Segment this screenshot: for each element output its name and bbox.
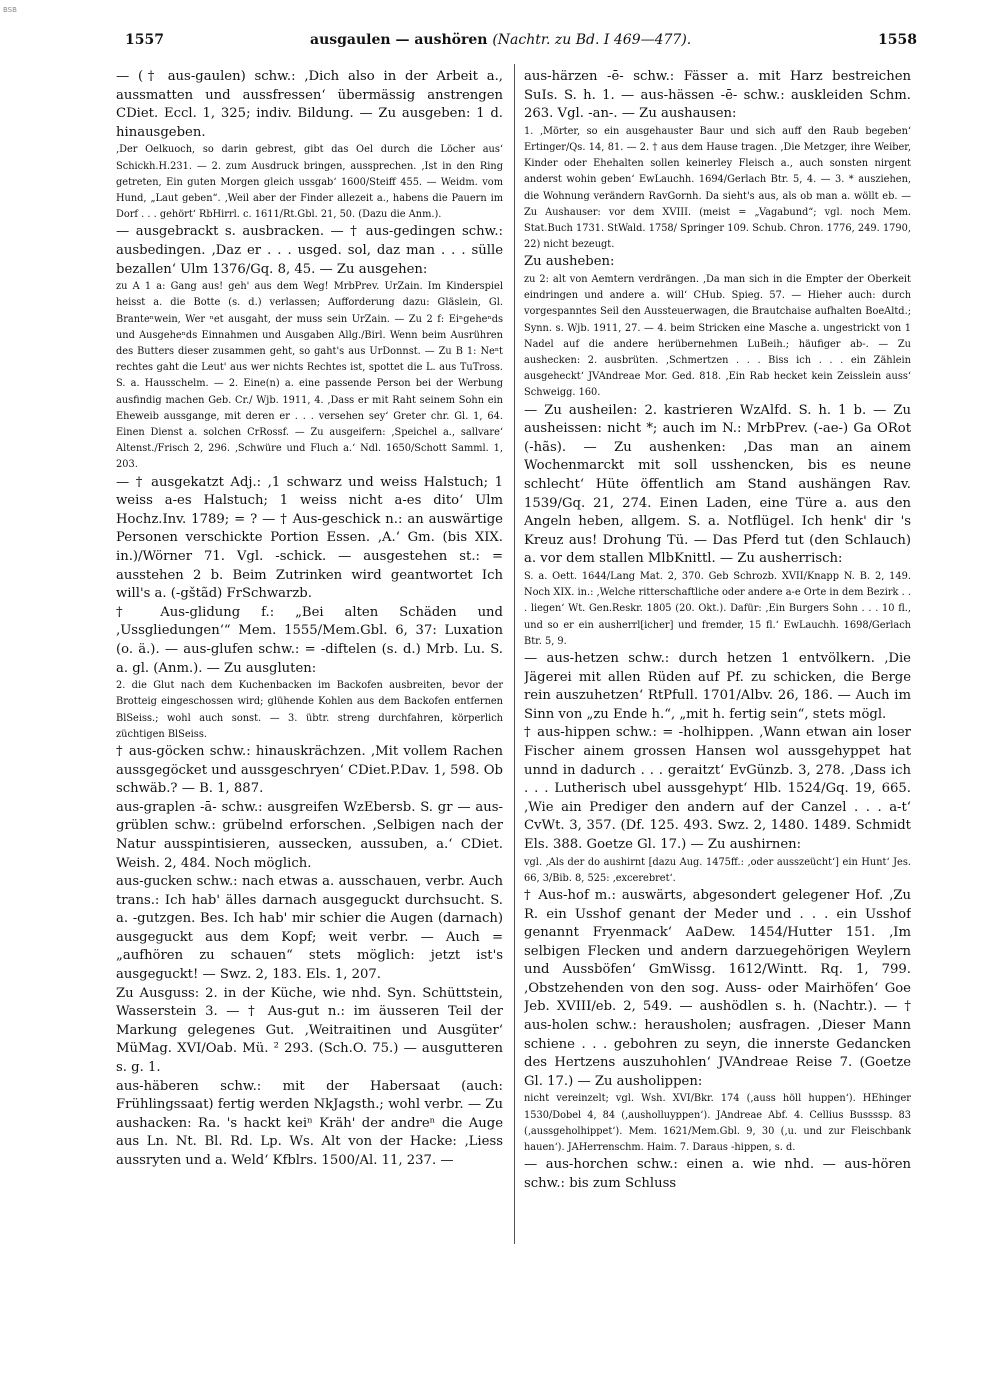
entry-paragraph: Zu ausheben: [524, 254, 615, 270]
entry-paragraph: aus-gucken schw.: nach etwas a. ausschauen, verbr. Auch trans.: Ich hab' älles darnach ausgeguckt durchsucht. S. a. -gutzgen. Bes. Ich hab' mir schier die Augen (darnach) ausgeguckt aus dem Kopf; weit verbr. — Auch = „aufhören zu schauen“ stets möglich: jetzt ist's ausgeguckt! — Swz. 2, 183. Els. 1, 207. [116, 874, 503, 983]
page-title [310, 32, 691, 48]
column-right [524, 68, 911, 1388]
entry-paragraph: 1. ‚Mörter, so ein ausgehauster Baur und sich auff den Raub begeben‘ Ertinger/Qs. 14, 81. — 2. † aus dem Hause tragen. ‚Die Metzger, ihre Weiber, Kinder oder Ehehalten sollen keinerley Fleisch a., auch sonsten nirgent anderst wohin geben‘ EwLauchh. 1694/Gerlach Btr. 5, 4. — 3. * ausziehen, die Wohnung verändern RavGornh. Da sieht's aus, als ob man a. wöllt eb. — Zu Aushauser: vor dem XVIII. (meist = „Vagabund“; vgl. noch Mem. Stat.Buch 1731. StWald. 1758/ Springer 109. Schub. Chron. 1776, 249. 1790, 22) nicht bezeugt. [524, 125, 911, 251]
page-number-left: 1557 [125, 32, 164, 48]
page-header [0, 32, 1000, 56]
entry-paragraph: zu 2: alt von Aemtern verdrängen. ‚Da man sich in die Empter der Oberkeit eindringen und andere a. will‘ CHub. Spieg. 57. — Hieher auch: durch vorgespanntes Seil den Aussteuerwagen, die Brautchaise aufhalten BoeAltd.; Synn. s. Wjb. 1911, 27. — 4. beim Stricken eine Masche a. ungestrickt von 1 Nadel auf die andere herübernehmen LuBeih.; häufiger ab-. — Zu aushecken: 2. ausbrüten. ‚Schmertzen . . . Biss ich . . . ein Zählein ausgeheckt‘ JVAndreae Mor. Ged. 818. ‚Ein Rab hecket kein Zeisslein auss‘ Schweigg. 160. [524, 274, 911, 399]
entry-paragraph: 2. die Glut nach dem Kuchenbacken im Backofen ausbreiten, bevor der Brotteig eingeschossen wird; glühende Kohlen aus dem Backofen entfernen BlSeiss.; wohl auch sonst. — 3. übtr. streng durchfahren, körperlich züchtigen BlSeiss. [116, 680, 503, 740]
entry-paragraph: ‚Der Oelkuoch, so darin gebrest, gibt das Oel durch die Löcher aus‘ Schickh.H.231. — 2. zum Ausdruck bringen, aussprechen. ‚Ist in den Ring getreten, Ein guten Morgen gleich ussgab‘ 1600/Steiff 455. — Weidm. vom Hund, „Laut geben“. ‚Weil aber der Finder allezeit a., habens die Pauern im Dorf . . . gehört‘ RbHirrl. c. 1611/Rt.Gbl. 21, 50. (Dazu die Anm.). [116, 144, 503, 221]
entry-paragraph: † Aus-glidung f.: „Bei alten Schäden und ‚Ussgliedungen‘“ Mem. 1555/Mem.Gbl. 6, 37: Luxation (o. ä.). — aus-glufen schw.: = -diftelen (s. d.) Mrb. Lu. S. a. gl. (Anm.). — Zu ausgluten: [116, 604, 503, 676]
page-number-right: 1558 [878, 32, 917, 48]
entry-paragraph: nicht vereinzelt; vgl. Wsh. XVI/Bkr. 174 (‚auss höll huppen‘). HEhinger 1530/Dobel 4, 84 (‚ausholluyppen‘). JAndreae Abf. 4. Cellius Bussssp. 83 (‚aussgeholhippet‘). Mem. 1621/Mem.Gbl. 9, 30 (‚u. und zur Fleischbank hauen‘). JAHerrenschm. Haim. 7. Daraus -hippen, s. d. [524, 1093, 911, 1154]
column-left [116, 68, 503, 1388]
entry-paragraph: — († aus-gaulen) schw.: ‚Dich also in der Arbeit a., aussmatten und aussfressen‘ übermässig anstrengen CDiet. Eccl. 1, 325; indiv. Bildung. — Zu ausgeben: 1 d. hinausgeben. [116, 69, 503, 140]
entry-paragraph: aus-häberen schw.: mit der Habersaat (auch: Frühlingssaat) fertig werden NkJagsth.; wohl verbr. — Zu aushacken: Ra. 's hackt keiⁿ Kräh' der andreⁿ die Auge aus Ln. Nt. Bl. Rd. Lp. Ws. Alt von der Hacke: ‚Liess aussryten und a. Weld‘ Kfblrs. 1500/Al. 11, 237. — [116, 1078, 503, 1169]
entry-paragraph: S. a. Oett. 1644/Lang Mat. 2, 370. Geb Schrozb. XVII/Knapp N. B. 2, 149. Noch XIX. in.: ‚Welche ritterschaftliche oder andere a-e Orte in dem Bezirk . . . liegen‘ Wt. Gen.Reskr. 1805 (20. Okt.). Dafür: ‚Ein Burgers Sohn . . . 10 fl., und so er ein ausherrl[icher] und fremder, 15 fl.‘ EwLauchh. 1698/Gerlach Btr. 5, 9. [524, 570, 911, 647]
entry-paragraph: zu A 1 a: Gang aus! geh' aus dem Weg! MrbPrev. UrZain. Im Kinderspiel heisst a. die Botte (s. d.) verlassen; Aufforderung dazu: Gläslein, Gl. Branteⁿwein, Wer ⁿet ausgaht, der muss sein UrZain. — Zu 2 f: Eiⁿgeheⁿds und Ausgeheⁿds Einnahmen und Ausgaben Allg./Birl. Wenn beim Ausrühren des Butters dieser zusammen geht, so gaht's aus UrDonnst. — Zu B 1: Neⁿt rechtes gaht die Leut' aus wer nichts Rechtes ist, spottet die L. aus TuTross. S. a. Hausschelm. — 2. Eine(n) a. eine passende Person bei der Werbung ausfindig machen Geb. Cr./ Wjb. 1911, 4. ‚Dass er mit Raht seinem Sohn ein Eheweib aussgange, mit deren er . . . versehen sey‘ Greter chr. Gl. 1, 64. Einen Dienst a. solchen CrRossf. — Zu ausgeifern: ‚Speichel a., sallvare‘ Altenst./Frisch 2, 296. ‚Schwüre und Fluch a.‘ Ndl. 1650/Schott Samml. 1, 203. [116, 281, 503, 471]
entry-paragraph: — ausgebrackt s. ausbracken. — † aus-gedingen schw.: ausbedingen. ‚Daz er . . . usged. sol, daz man . . . sülle bezallen‘ Ulm 1376/Gq. 8, 45. — Zu ausgehen: [116, 224, 503, 277]
entry-paragraph: — † ausgekatzt Adj.: ‚1 schwarz und weiss Halstuch; 1 weiss a-es Halstuch; 1 weiss nicht a-es dito‘ Ulm Hochz.Inv. 1789; = ? — † Aus-geschick n.: an auswärtige Personen verschickte Portion Essen. ‚A.‘ Gm. (bis XIX. in.)/Wörner 71. Vgl. -schick. — ausgestehen st.: = ausstehen 2 b. Beim Zutrinken wird geantwortet Ich will's a. (-gštãd) FrSchwarzb. [116, 474, 503, 602]
title-range: ausgaulen — aushören [310, 32, 488, 48]
entry-paragraph: aus-härzen -ē- schw.: Fässer a. mit Harz bestreichen SuIs. S. h. 1. — aus-hässen -ē- schw.: auskleiden Schm. 263. Vgl. -an-. — Zu aushausen: [524, 69, 911, 122]
entry-paragraph: — Zu ausheilen: 2. kastrieren WzAlfd. S. h. 1 b. — Zu ausheissen: nicht *; auch im N.: MrbPrev. (-ae-) Ga ORot (-hãs). — Zu aushenken: ‚Das man an ainem Wochenmarckt mit soll usshencken, bis es neune schlecht‘ Hüte öffentlich am Stand aushängen Rav. 1539/Gq. 21, 274. Einen Laden, eine Türe a. aus den Angeln heben, allgem. S. a. Notflügel. Ich henk' dir 's Kreuz aus! Drohung Tü. — Das Pferd tut (den Schlauch) a. vor dem stallen MlbKnittl. — Zu ausherrisch: [524, 402, 911, 567]
entry-paragraph: † Aus-hof m.: auswärts, abgesondert gelegener Hof. ‚Zu R. ein Usshof genant der Meder und . . . ein Usshof genannt Fryenmack‘ AaDew. 1454/Hutter 151. ‚Im selbigen Flecken und andern darzuegehörigen Weylern und Aussböfen‘ GmWissg. 1612/Wintt. Rq. 1, 799. ‚Obstzehenden von den sog. Auss- oder Mairhöfen‘ Goe Jeb. XVIII/eb. 2, 549. — aushödlen s. h. (Nachtr.). — † aus-holen schw.: herausholen; ausfragen. ‚Dieser Mann schiene . . . gebohren zu seyn, die innerste Gedancken des Hertzens auszuhohlen‘ JVAndreae Reise 7. (Goetze Gl. 17.) — Zu ausholippen: [524, 887, 911, 1089]
entry-paragraph: — aus-hetzen schw.: durch hetzen 1 entvölkern. ‚Die Jägerei mit allen Rüden auf Pf. zu schicken, die Berge rein auszuhetzen‘ RtPfull. 1701/Albv. 26, 186. — Auch im Sinn von „zu Ende h.“, „mit h. fertig sein“, stets mögl. [524, 650, 911, 722]
entry-paragraph: — aus-horchen schw.: einen a. wie nhd. — aus-hören schw.: bis zum Schluss [524, 1157, 911, 1191]
column-divider [514, 64, 515, 1244]
entry-paragraph: vgl. ‚Als der do aushirnt [dazu Aug. 1475ff.: ‚oder ausszeücht‘] ein Hunt‘ Jes. 66, 3/Bib. 8, 525: ‚excerebret‘. [524, 856, 911, 884]
entry-paragraph: aus-graplen -ā- schw.: ausgreifen WzEbersb. S. gr — aus-grüblen schw.: grübelnd erforschen. ‚Selbigen nach der Natur ausspintisieren, aussecken, aussuben, a.‘ CDiet. Weish. 2, 484. Noch möglich. [116, 799, 503, 871]
library-mark: BSB [3, 6, 17, 14]
entry-paragraph: Zu Ausguss: 2. in der Küche, wie nhd. Syn. Schüttstein, Wasserstein 3. — † Aus-gut n.: im äusseren Teil der Markung gelegenes Gut. ‚Weitraitinen und Ausgüter‘ MüMag. XVI/Oab. Mü. ² 293. (Sch.O. 75.) — ausgutteren s. g. 1. [116, 985, 503, 1076]
entry-paragraph: † aus-hippen schw.: = -holhippen. ‚Wann etwan ain loser Fischer ainem grossen Hansen wol aussgehyppet hat unnd in dadurch . . . geraitzt‘ EvGünzb. 3, 278. ‚Dass ich . . . Lutherisch ubel aussgehypt‘ Hlb. 1524/Gq. 19, 665. ‚Wie ain Prediger den andern auf der Canzel . . . a-t‘ CvWt. 3, 357. (Df. 125. 493. Swz. 2, 1480. 1489. Schmidt Els. 388. Goetze Gl. 17.) — Zu aushirnen: [524, 725, 911, 852]
entry-paragraph: † aus-göcken schw.: hinauskrächzen. ‚Mit vollem Rachen aussgegöcket und aussgeschryen‘ CDiet.P.Dav. 1, 598. Ob schwäb.? — B. 1, 887. [116, 743, 503, 797]
title-note: (Nachtr. zu Bd. I 469—477). [492, 32, 692, 48]
